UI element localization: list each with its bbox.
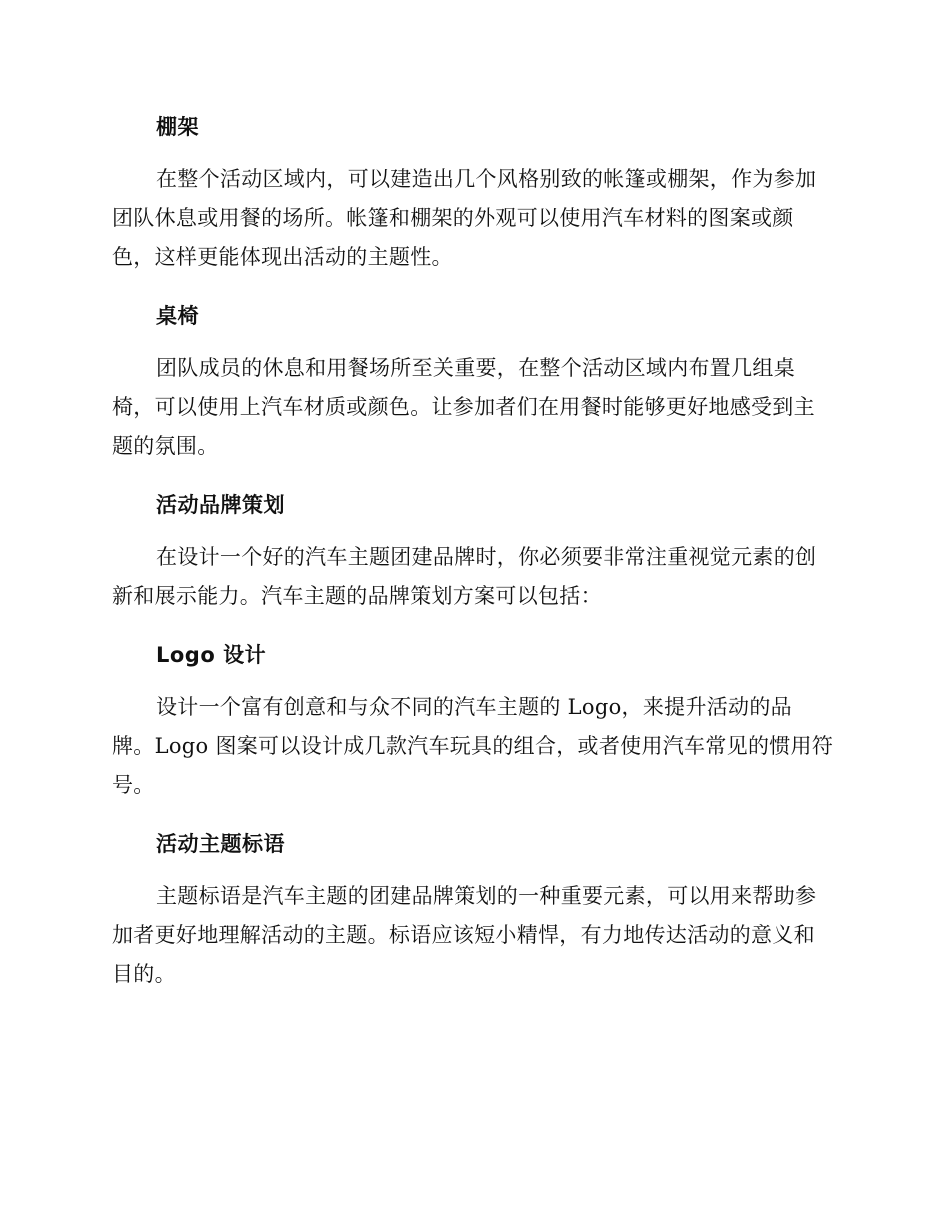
section-paragraph-tables-chairs: 团队成员的休息和用餐场所至关重要，在整个活动区域内布置几组桌椅，可以使用上汽车材质或颜色。让参加者们在用餐时能够更好地感受到主题的氛围。 (112, 356, 815, 458)
section-heading-logo-design: Logo 设计 (156, 643, 267, 667)
section-paragraph-logo-design: 设计一个富有创意和与众不同的汽车主题的 Logo，来提升活动的品牌。Logo 图案可以设计成几款汽车玩具的组合，或者使用汽车常见的惯用符号。 (112, 695, 834, 797)
section-heading-tables-chairs: 桌椅 (156, 304, 199, 328)
section-heading-theme-slogan: 活动主题标语 (156, 832, 285, 856)
section-paragraph-theme-slogan: 主题标语是汽车主题的团建品牌策划的一种重要元素，可以用来帮助参加者更好地理解活动的主题。标语应该短小精悍，有力地传达活动的意义和目的。 (112, 884, 817, 986)
section-paragraph-brand-planning: 在设计一个好的汽车主题团建品牌时，你必须要非常注重视觉元素的创新和展示能力。汽车主题的品牌策划方案可以包括： (112, 545, 817, 608)
section-heading-canopy: 棚架 (156, 115, 199, 139)
section-paragraph-canopy: 在整个活动区域内，可以建造出几个风格别致的帐篷或棚架，作为参加团队休息或用餐的场所。帐篷和棚架的外观可以使用汽车材料的图案或颜色，这样更能体现出活动的主题性。 (112, 167, 817, 269)
section-heading-brand-planning: 活动品牌策划 (156, 493, 285, 517)
document-body (112, 106, 834, 1012)
